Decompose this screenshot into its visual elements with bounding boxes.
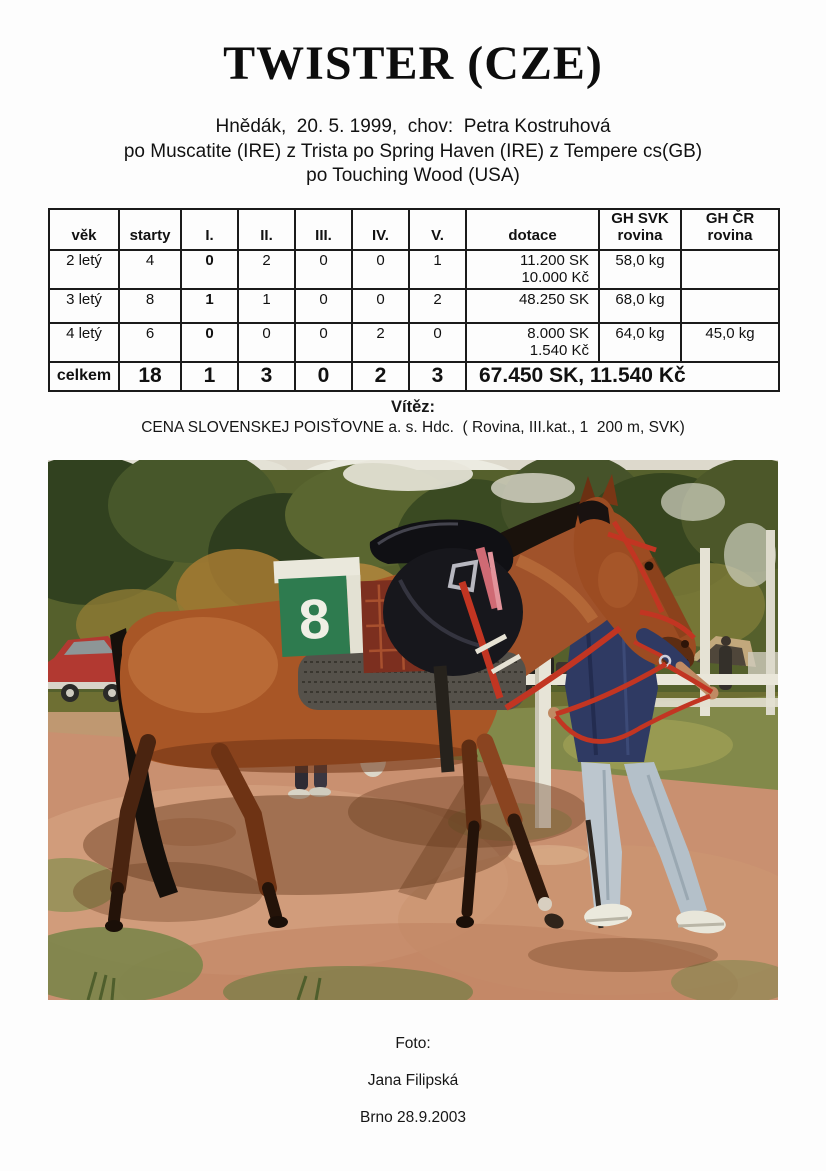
cell-starty: 6 bbox=[119, 323, 181, 362]
horse-photo-frame bbox=[48, 460, 778, 1000]
cell-place4: 0 bbox=[352, 250, 409, 289]
cell-dotace bbox=[466, 323, 599, 362]
saddle-cloth-number: 8 bbox=[297, 586, 332, 652]
cell-gh-svk: 58,0 kg bbox=[599, 250, 681, 289]
total-place1: 1 bbox=[181, 362, 238, 391]
footer-place-date: Brno 28.9.2003 bbox=[359, 1109, 466, 1126]
race-statistics-table bbox=[48, 208, 780, 392]
footer-photographer: Jana Filipská bbox=[367, 1072, 459, 1089]
horse-eye bbox=[645, 562, 654, 571]
total-prize-money: 67.450 SK, 11.540 Kč bbox=[466, 362, 779, 391]
cell-gh-svk: 68,0 kg bbox=[599, 289, 681, 323]
pedigree-line-2: po Muscatite (IRE) z Trista po Spring Haven (IRE) z Tempere cs(GB) bbox=[123, 140, 703, 162]
col-header-place4: IV. bbox=[352, 209, 409, 250]
total-place4: 2 bbox=[352, 362, 409, 391]
cell-dotace bbox=[466, 289, 599, 323]
col-header-dotace: dotace bbox=[466, 209, 599, 250]
table-row bbox=[49, 323, 779, 362]
col-header-place3: III. bbox=[295, 209, 352, 250]
cell-place1: 0 bbox=[181, 250, 238, 289]
cell-place2: 1 bbox=[238, 289, 295, 323]
cell-gh-svk: 64,0 kg bbox=[599, 323, 681, 362]
col-header-gh-svk: GH SVK rovina bbox=[599, 209, 681, 250]
pedigree-line-3: po Touching Wood (USA) bbox=[306, 165, 520, 186]
cell-gh-cr bbox=[681, 250, 779, 289]
dotace-line: 10.000 Kč bbox=[521, 268, 589, 286]
cell-starty: 4 bbox=[119, 250, 181, 289]
dotace-line: 1.540 Kč bbox=[529, 341, 589, 359]
cell-place5: 0 bbox=[409, 323, 466, 362]
cell-vek: 3 letý bbox=[49, 289, 119, 323]
total-place5: 3 bbox=[409, 362, 466, 391]
cell-place1: 0 bbox=[181, 323, 238, 362]
total-place3: 0 bbox=[295, 362, 352, 391]
col-header-starty: starty bbox=[119, 209, 181, 250]
total-label: celkem bbox=[49, 362, 119, 391]
winner-race-line: CENA SLOVENSKEJ POISŤOVNE a. s. Hdc. ( Rovina, III.kat., 1 200 m, SVK) bbox=[141, 419, 685, 436]
cell-place5: 1 bbox=[409, 250, 466, 289]
col-header-gh-cr: GH ČR rovina bbox=[681, 209, 779, 250]
cell-place3: 0 bbox=[295, 289, 352, 323]
pedigree-line-1: Hnědák, 20. 5. 1999, chov: Petra Kostruhová bbox=[215, 116, 611, 137]
cell-gh-cr bbox=[681, 289, 779, 323]
cell-place2: 2 bbox=[238, 250, 295, 289]
dotace-line: 8.000 SK bbox=[527, 324, 589, 342]
cell-vek: 4 letý bbox=[49, 323, 119, 362]
table-row bbox=[49, 289, 779, 323]
cell-place3: 0 bbox=[295, 323, 352, 362]
cell-place2: 0 bbox=[238, 323, 295, 362]
cell-place3: 0 bbox=[295, 250, 352, 289]
table-header-row bbox=[49, 209, 779, 250]
page-title: TWISTER (CZE) bbox=[223, 37, 603, 90]
dotace-line: 11.200 SK bbox=[520, 251, 589, 269]
number-cloth bbox=[273, 557, 364, 657]
table-row bbox=[49, 250, 779, 289]
horse-pedigree bbox=[0, 115, 826, 189]
dotace-line: 48.250 SK bbox=[518, 290, 589, 308]
cell-place4: 0 bbox=[352, 289, 409, 323]
total-place2: 3 bbox=[238, 362, 295, 391]
cell-dotace bbox=[466, 250, 599, 289]
cell-gh-cr: 45,0 kg bbox=[681, 323, 779, 362]
col-header-place1: I. bbox=[181, 209, 238, 250]
col-header-place5: V. bbox=[409, 209, 466, 250]
cell-starty: 8 bbox=[119, 289, 181, 323]
col-header-vek: věk bbox=[49, 209, 119, 250]
winner-heading: Vítěz: bbox=[390, 398, 435, 416]
footer-foto-label: Foto: bbox=[395, 1035, 431, 1052]
cell-place1: 1 bbox=[181, 289, 238, 323]
table-total-row bbox=[49, 362, 779, 391]
horse-photo bbox=[48, 460, 778, 1000]
cell-place4: 2 bbox=[352, 323, 409, 362]
cell-place5: 2 bbox=[409, 289, 466, 323]
total-starty: 18 bbox=[119, 362, 181, 391]
girth-strap bbox=[440, 666, 448, 772]
col-header-place2: II. bbox=[238, 209, 295, 250]
cell-vek: 2 letý bbox=[49, 250, 119, 289]
